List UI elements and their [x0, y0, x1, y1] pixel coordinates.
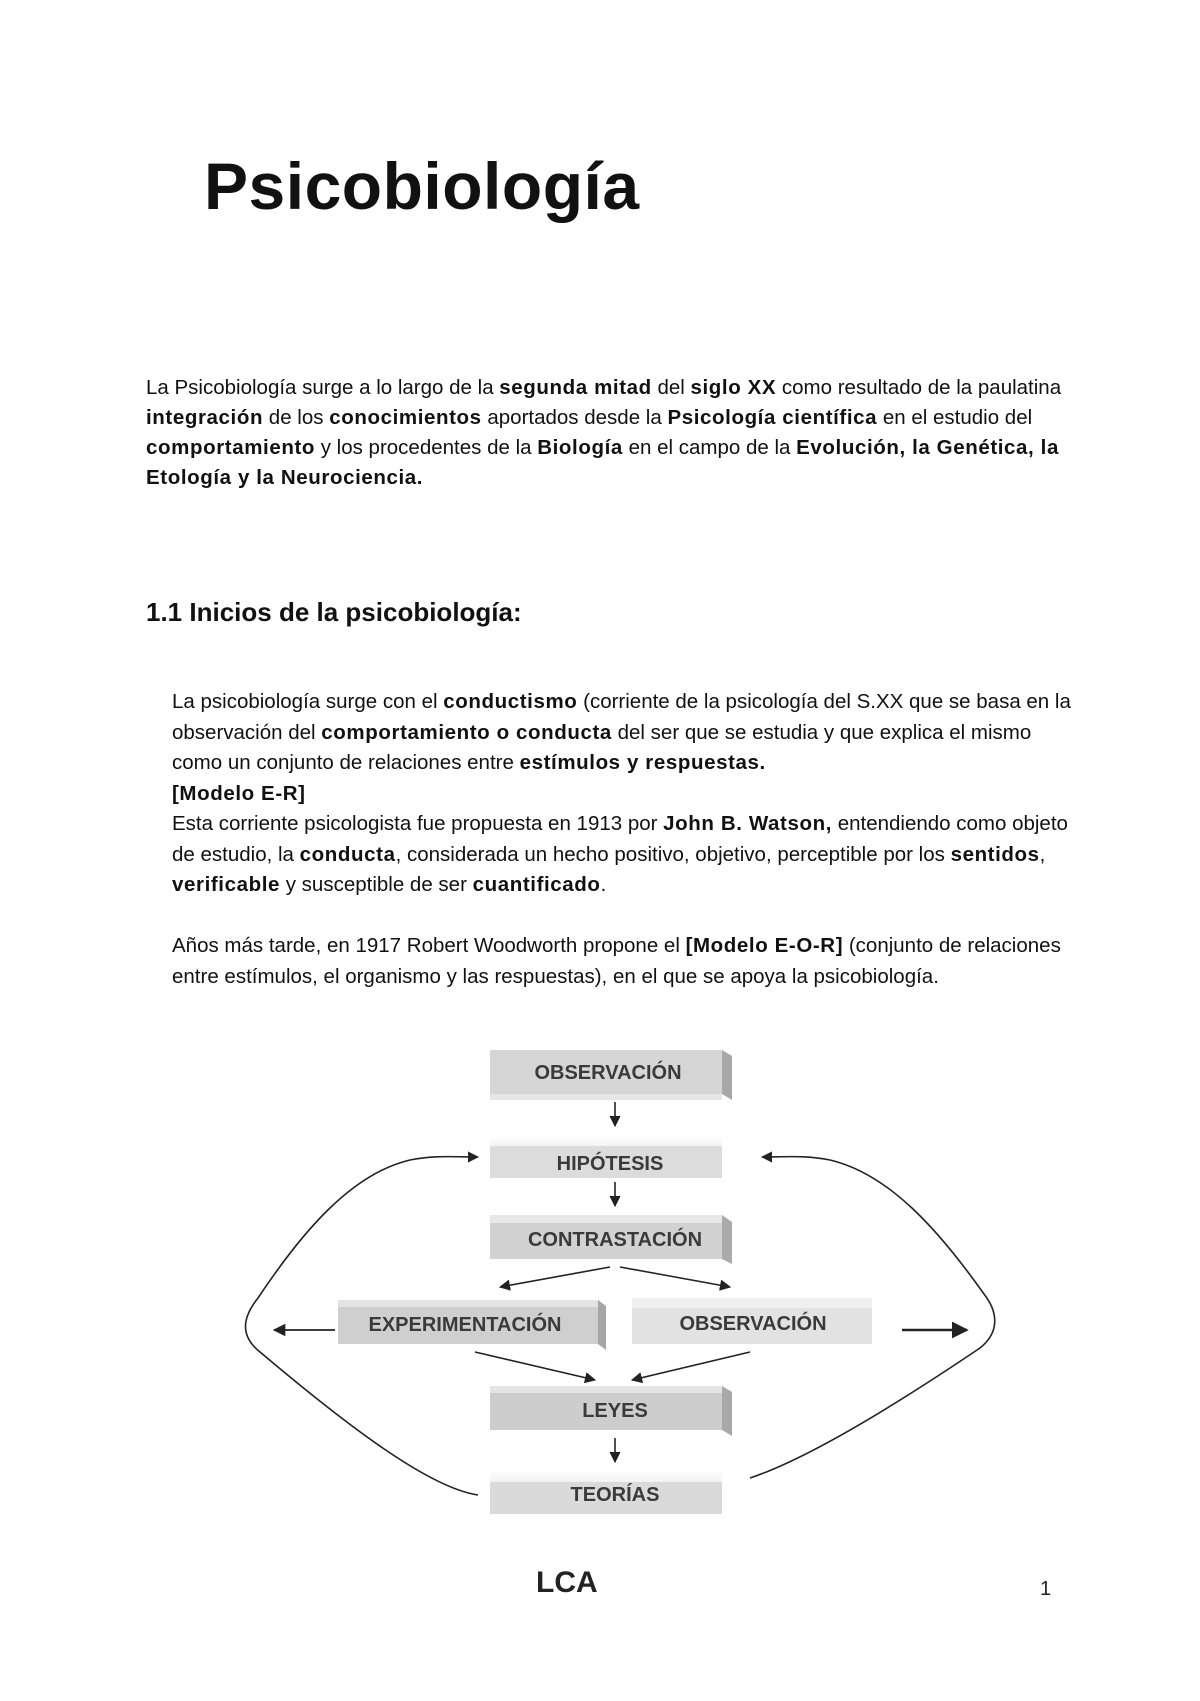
- text-run: Años más tarde, en 1917 Robert Woodworth propone el: [172, 934, 686, 957]
- box-label-leyes: LEYES: [582, 1400, 648, 1422]
- text-run: del ser que se estudia y que explica el mismo como un conjunto de relaciones entre: [172, 720, 1032, 774]
- page-number: 1: [1040, 1578, 1052, 1600]
- document-title: Psicobiología: [204, 149, 640, 223]
- box-label-experimentacion: EXPERIMENTACIÓN: [368, 1314, 562, 1336]
- bold-text: sentidos: [950, 842, 1040, 866]
- bold-text: integración: [146, 406, 264, 429]
- bold-text: cuantificado: [472, 873, 601, 896]
- intro-paragraph: [146, 373, 1066, 493]
- body-paragraph: [172, 687, 1072, 779]
- bold-text: [Modelo E-O-R]: [685, 934, 844, 957]
- text-run: y los procedentes de la: [315, 436, 538, 459]
- body-paragraph: [172, 779, 1072, 810]
- box-observacion-top: [490, 1050, 732, 1100]
- text-run: de los: [263, 406, 330, 429]
- text-run: y susceptible de ser: [280, 873, 473, 896]
- bold-text: Biología: [537, 436, 623, 459]
- text-run: (corriente de la psicología del S.XX que se basa en la observación del: [172, 690, 1071, 744]
- bold-text: comportamiento: [146, 436, 315, 459]
- text-run: La Psicobiología surge a lo largo de la: [146, 376, 500, 399]
- bold-text: verificable: [172, 873, 281, 896]
- box-label-teorias: TEORÍAS: [570, 1484, 660, 1506]
- text-run: en el campo de la: [622, 436, 797, 459]
- paragraph-spacer: [172, 901, 1072, 932]
- bold-text: segunda mitad: [499, 376, 652, 399]
- box-hipotesis: [490, 1136, 722, 1178]
- box-label-hipotesis: HIPÓTESIS: [556, 1153, 664, 1175]
- box-leyes: [490, 1386, 732, 1436]
- footer-initials: LCA: [536, 1566, 598, 1599]
- bold-text: [Modelo E-R]: [172, 781, 306, 805]
- box-label-contrastacion: CONTRASTACIÓN: [527, 1229, 703, 1251]
- box-contrastacion: [490, 1215, 732, 1264]
- bold-text: conductismo: [443, 690, 578, 713]
- bold-text: Psicología científica: [667, 406, 878, 429]
- bold-text: comportamiento o conducta: [321, 720, 612, 744]
- section-heading: 1.1 Inicios de la psicobiología:: [146, 597, 522, 627]
- box-experimentacion: [338, 1300, 606, 1350]
- body-paragraph: [172, 809, 1072, 901]
- scientific-method-diagram: [240, 1050, 1000, 1530]
- text-run: en el estudio del: [877, 406, 1033, 429]
- box-label-observacion-right: OBSERVACIÓN: [679, 1313, 827, 1335]
- text-run: Esta corriente psicologista fue propuesta en 1913 por: [172, 812, 664, 835]
- text-run: , considerada un hecho positivo, objetivo, perceptible por los: [395, 842, 951, 866]
- box-observacion-right: [632, 1298, 872, 1344]
- text-run: aportados desde la: [481, 406, 668, 429]
- section-body: [172, 687, 1072, 992]
- box-teorias: [490, 1470, 722, 1514]
- box-label-observacion-top: OBSERVACIÓN: [534, 1062, 682, 1084]
- text-run: como resultado de la paulatina: [776, 376, 1062, 399]
- text-run: (conjunto de relaciones entre estímulos, el organismo y las respuestas), en el que se apoya la psicobiología.: [172, 934, 1061, 988]
- bold-text: siglo XX: [690, 376, 777, 399]
- text-run: La psicobiología surge con el: [172, 690, 444, 713]
- text-run: .: [600, 873, 607, 896]
- bold-text: John B. Watson,: [663, 812, 832, 835]
- bold-text: Evolución, la Genética, la Etología y la Neurociencia.: [146, 436, 1059, 489]
- body-paragraph: [172, 931, 1072, 992]
- bold-text: estímulos y respuestas.: [519, 751, 766, 774]
- text-run: del: [651, 376, 691, 399]
- text-run: entendiendo como objeto de estudio, la: [172, 812, 1068, 866]
- bold-text: conocimientos: [329, 406, 482, 429]
- text-run: ,: [1039, 842, 1046, 866]
- bold-text: conducta: [299, 842, 396, 866]
